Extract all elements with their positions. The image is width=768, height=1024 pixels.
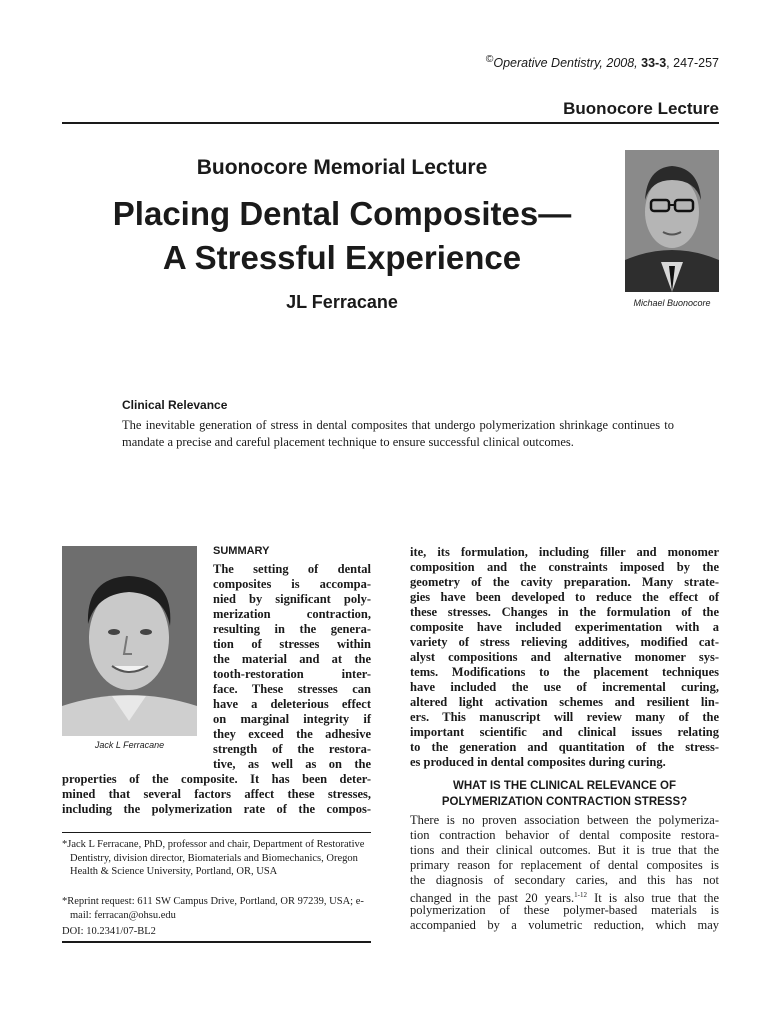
section-heading-line-2: POLYMERIZATION CONTRACTION STRESS? bbox=[441, 796, 688, 808]
buonocore-caption: Michael Buonocore bbox=[633, 298, 711, 308]
body-text: It is also true that the bbox=[587, 891, 720, 906]
body-line: There is no proven association between the polymeriza- bbox=[410, 813, 719, 827]
summary-line: have a deleterious effect bbox=[213, 697, 371, 711]
ferracane-caption: Jack L Ferracane bbox=[94, 740, 165, 750]
summary-line: es produced in dental composites during curing. bbox=[410, 755, 666, 769]
clinical-relevance-heading: Clinical Relevance bbox=[122, 398, 228, 412]
summary-line: tive, as well as on the bbox=[213, 757, 371, 771]
summary-line: alyst compositions and alternative monomer sys- bbox=[410, 650, 719, 664]
summary-line: nied by significant poly- bbox=[213, 592, 371, 606]
journal-citation bbox=[400, 54, 719, 70]
section-heading-line-1: WHAT IS THE CLINICAL RELEVANCE OF bbox=[453, 780, 676, 792]
summary-line: strength of the restora- bbox=[213, 742, 371, 756]
body-line: accompanied by a volumetric reduction, which may bbox=[410, 918, 719, 932]
journal-name: Operative Dentistry, 2008, bbox=[493, 56, 638, 71]
header-rule bbox=[62, 122, 719, 124]
article-author: JL Ferracane bbox=[286, 292, 398, 312]
title-line-2: A Stressful Experience bbox=[162, 239, 522, 276]
summary-line: variety of stress relieving additives, modified cat- bbox=[410, 635, 719, 649]
body-line: primary reason for replacement of dental composites is bbox=[410, 858, 719, 872]
citation-ref: 1-12 bbox=[574, 891, 587, 899]
summary-line: altered light activation schemes and resilient lin- bbox=[410, 695, 719, 709]
summary-line: resulting in the genera- bbox=[213, 622, 371, 636]
body-text: changed in the past 20 years. bbox=[410, 891, 575, 906]
ferracane-photo bbox=[62, 546, 197, 736]
summary-line: The setting of dental bbox=[213, 562, 371, 576]
summary-line: important scientific and clinical issues relating bbox=[410, 725, 719, 739]
journal-volume: 33-3 bbox=[641, 56, 667, 71]
summary-line: these stresses. Changes in the formulation of the bbox=[410, 605, 719, 619]
body-line: tions and their clinical outcomes. But it is true that the bbox=[410, 843, 719, 857]
lecture-name: Buonocore Memorial Lecture bbox=[196, 156, 488, 179]
summary-line: tion of stresses within bbox=[213, 637, 371, 651]
bottom-rule bbox=[62, 941, 371, 943]
summary-line: composite have included experimentation with a bbox=[410, 620, 719, 634]
clinical-relevance-text: The inevitable generation of stress in dental composites that undergo polymerization shrinkage continues to mandate a precise and careful placement technique to ensure successful clinical outcomes. bbox=[122, 418, 674, 449]
summary-line: properties of the composite. It has been deter- bbox=[62, 772, 371, 786]
title-line-1: Placing Dental Composites— bbox=[112, 195, 572, 232]
buonocore-portrait-graphic bbox=[625, 150, 719, 292]
section-label: Buonocore Lecture bbox=[563, 99, 719, 118]
journal-pages: , 247-257 bbox=[666, 56, 719, 71]
reprint-footnote: *Reprint request: 611 SW Campus Drive, Portland, OR 97239, USA; e-mail: ferracan@ohsu.edu bbox=[62, 896, 364, 921]
summary-line: the material and at the bbox=[213, 652, 371, 666]
body-line: polymerization of these polymer-based materials is bbox=[410, 903, 719, 917]
footnote-rule bbox=[62, 832, 371, 833]
summary-line: composition and the constraints imposed by the bbox=[410, 560, 719, 574]
summary-line: ers. This manuscript will review many of the bbox=[410, 710, 719, 724]
summary-line: on marginal integrity if bbox=[213, 712, 371, 726]
summary-line: composites is accompa- bbox=[213, 577, 371, 591]
summary-line: tems. Modifications to the placement techniques bbox=[410, 665, 719, 679]
summary-line: tooth-restoration inter- bbox=[213, 667, 371, 681]
body-line: the diagnosis of secondary caries, and this has not bbox=[410, 873, 719, 887]
summary-line: have included the use of incremental curing, bbox=[410, 680, 719, 694]
body-line: tion contraction behavior of dental composite restora- bbox=[410, 828, 719, 842]
summary-line: including the polymerization rate of the compos- bbox=[62, 802, 371, 816]
buonocore-photo bbox=[625, 150, 719, 292]
doi: DOI: 10.2341/07-BL2 bbox=[62, 926, 156, 937]
summary-line: mined that several factors affect these stresses, bbox=[62, 787, 371, 801]
summary-line: merization contraction, bbox=[213, 607, 371, 621]
summary-line: they exceed the adhesive bbox=[213, 727, 371, 741]
summary-line: ite, its formulation, including filler and monomer bbox=[410, 545, 719, 559]
summary-heading: SUMMARY bbox=[213, 545, 270, 557]
article-title bbox=[62, 192, 622, 280]
copyright-symbol: © bbox=[485, 54, 494, 65]
summary-line: to the generation and quantitation of the stress- bbox=[410, 740, 719, 754]
author-footnote: *Jack L Ferracane, PhD, professor and chair, Department of Restorative Dentistry, division director, Biomaterials and Biomechanics, Oregon Health & Science University, Portland, OR, USA bbox=[62, 839, 365, 877]
summary-line: gies have been developed to reduce the effect of bbox=[410, 590, 719, 604]
summary-line: face. These stresses can bbox=[213, 682, 371, 696]
summary-line: geometry of the cavity preparation. Many strate- bbox=[410, 575, 719, 589]
section-heading bbox=[410, 778, 719, 810]
ferracane-portrait-graphic bbox=[62, 546, 197, 736]
